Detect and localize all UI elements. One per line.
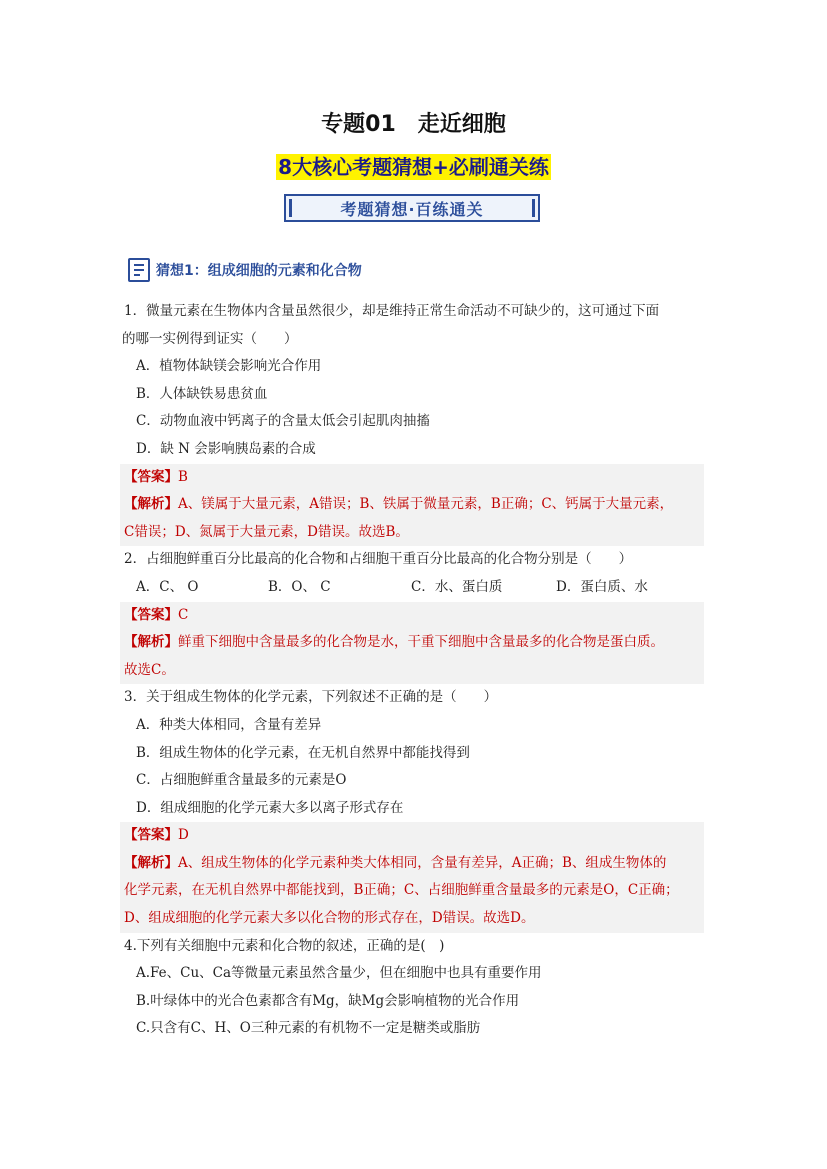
- banner-text: 考题猜想·百练通关: [340, 199, 484, 219]
- option-c: C.只含有C、H、O三种元素的有机物不一定是糖类或脂肪: [136, 1020, 481, 1037]
- answer-tag: 【答案】: [124, 827, 178, 844]
- question-stem: 2．占细胞鲜重百分比最高的化合物和占细胞干重百分比最高的化合物分别是（ ）: [124, 551, 633, 568]
- page-title: [0, 107, 827, 138]
- option-b: B．人体缺铁易患贫血: [136, 385, 268, 402]
- question-stem: 3．关于组成生物体的化学元素，下列叙述不正确的是（ ）: [124, 689, 498, 706]
- checklist-icon: [128, 258, 150, 282]
- question-stem: 4.下列有关细胞中元素和化合物的叙述，正确的是( ): [124, 937, 445, 954]
- option-c: C．占细胞鲜重含量最多的元素是O: [136, 772, 347, 789]
- question-1: [124, 298, 704, 546]
- option-b: B.叶绿体中的光合色素都含有Mg，缺Mg会影响植物的光合作用: [136, 992, 520, 1009]
- explanation-tag: 【解析】: [124, 634, 178, 651]
- section-heading: [128, 256, 362, 284]
- explanation-text: A、镁属于大量元素，A错误；B、铁属于微量元素，B正确；C、钙属于大量元素，: [178, 496, 674, 513]
- subtitle-text: 8大核心考题猜想+必刷通关练: [278, 155, 549, 179]
- page-subtitle: [0, 151, 827, 180]
- option-c: C．动物血液中钙离子的含量太低会引起肌肉抽搐: [136, 413, 430, 430]
- option-d: D．组成细胞的化学元素大多以离子形式存在: [136, 799, 404, 816]
- option-a: A．C、 O: [136, 578, 199, 595]
- explanation-text: A、组成生物体的化学元素种类大体相同，含量有差异，A正确；B、组成生物体的: [178, 854, 667, 871]
- explanation-text: 鲜重下细胞中含量最多的化合物是水，干重下细胞中含量最多的化合物是蛋白质。: [178, 634, 664, 651]
- question-stem: 1．微量元素在生物体内含量虽然很少，却是维持正常生命活动不可缺少的，这可通过下面: [124, 303, 660, 319]
- option-d: D．缺 N 会影响胰岛素的合成: [136, 440, 316, 457]
- section-label: 猜想1：组成细胞的元素和化合物: [156, 263, 362, 279]
- option-d: D．蛋白质、水: [556, 578, 648, 595]
- question-list: [124, 298, 704, 1043]
- question-4: [124, 933, 704, 1043]
- explanation-cont: C错误；D、氮属于大量元素，D错误。故选B。: [120, 519, 704, 547]
- explanation-cont: D、组成细胞的化学元素大多以化合物的形式存在，D错误。故选D。: [120, 905, 704, 933]
- explanation: [120, 491, 704, 519]
- explanation: [120, 850, 704, 878]
- option-c: C．水、蛋白质: [411, 578, 503, 595]
- answer-value: B: [178, 468, 188, 485]
- question-2: [124, 546, 704, 684]
- answer-line: [120, 822, 704, 850]
- option-a: A．种类大体相同，含量有差异: [136, 716, 322, 733]
- answer-line: [120, 602, 704, 630]
- explanation-tag: 【解析】: [124, 854, 178, 871]
- explanation-cont: 化学元素，在无机自然界中都能找到，B正确；C、占细胞鲜重含量最多的元素是O，C正确；: [120, 877, 704, 905]
- options-row: [124, 574, 704, 602]
- option-a: A．植物体缺镁会影响光合作用: [136, 358, 322, 375]
- question-3: [124, 684, 704, 932]
- answer-line: [120, 464, 704, 492]
- answer-value: C: [178, 606, 189, 623]
- section-banner: [284, 194, 540, 222]
- answer-tag: 【答案】: [124, 606, 178, 623]
- option-a: A.Fe、Cu、Ca等微量元素虽然含量少，但在细胞中也具有重要作用: [136, 965, 542, 982]
- option-b: B．O、 C: [268, 578, 331, 595]
- explanation-cont: 故选C。: [120, 657, 704, 685]
- explanation-tag: 【解析】: [124, 496, 178, 513]
- explanation: [120, 629, 704, 657]
- answer-tag: 【答案】: [124, 468, 178, 485]
- title-topic-number: 专题01: [321, 112, 396, 137]
- option-b: B．组成生物体的化学元素，在无机自然界中都能找得到: [136, 744, 470, 761]
- question-stem: 的哪一实例得到证实（ ）: [122, 330, 298, 347]
- title-topic-name: 走近细胞: [417, 112, 506, 137]
- answer-value: D: [178, 827, 189, 844]
